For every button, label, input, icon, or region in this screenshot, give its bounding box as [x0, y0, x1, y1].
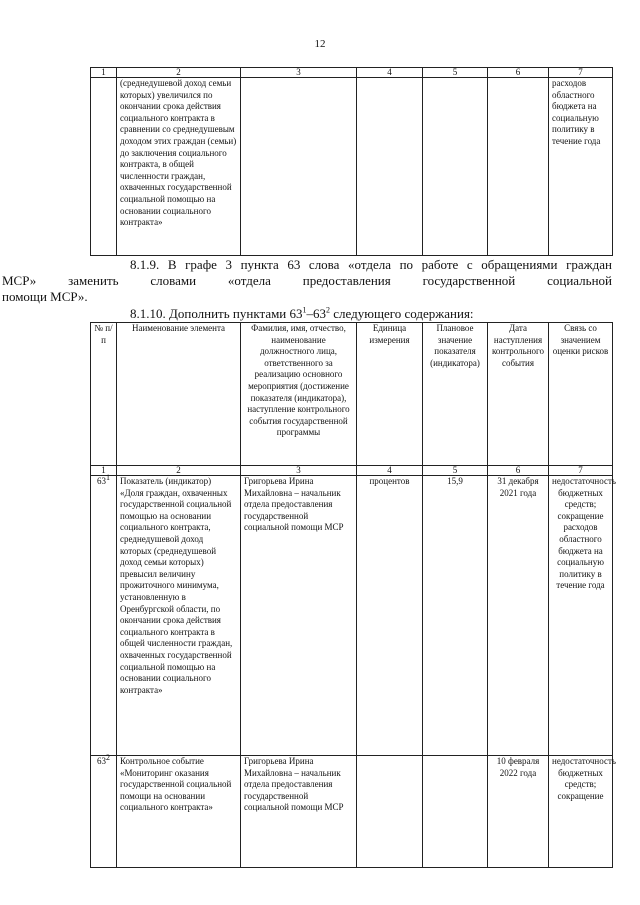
column-number-row: [91, 466, 613, 476]
header-responsible: Фамилия, имя, отчество, наименование должностного лица, ответственного за реализацию основного мероприятия (достижение показателя (индикатора), наступление контрольного события государственной программы: [241, 323, 357, 466]
paragraph-line: 8.1.9. В графе 3 пункта 63 слова «отдела по работе с обращениями граждан: [130, 257, 612, 272]
cell-planned-value: [423, 756, 488, 868]
cell-name-continuation: (среднедушевой доход семьи которых) увеличился по окончании срока действия социального контракта в сравнении со среднедушевым доходом этих граждан (семьи) до заключения социального контракта, в общей численности граждан, охваченных государственной социальной помощью на основании социального контракта»: [117, 78, 241, 256]
col-number: 3: [241, 466, 357, 476]
row-number-superscript: 1: [106, 473, 110, 482]
col-number: 1: [91, 466, 117, 476]
col-number: 3: [241, 68, 357, 78]
col-number: 2: [117, 68, 241, 78]
row-number-superscript: 2: [106, 753, 110, 762]
cell-event-date: 10 февраля 2022 года: [488, 756, 549, 868]
cell-risk: недостаточность бюджетных средств; сокращение расходов областного бюджета на социальную политику в течение года: [549, 476, 613, 756]
cell-empty: [91, 78, 117, 256]
row-number: [91, 753, 117, 868]
table-row: [91, 78, 613, 256]
col-number: 7: [549, 466, 613, 476]
col-number: 1: [91, 68, 117, 78]
header-planned-value: Плановое значение показателя (индикатора): [423, 323, 488, 466]
cell-element-name: Показатель (индикатор) «Доля граждан, охваченных государственной социальной помощью на основании социального контракта, среднедушевой доход которых (среднедушевой доход семьи которых) превысил величину прожиточного минимума, установленную в Оренбургской области, по окончании срока действия социального контракта в общей численности граждан, охваченных государственной социальной помощью на основании социального контракта»: [117, 476, 241, 756]
header-number: № п/п: [91, 323, 117, 466]
cell-unit: процентов: [357, 476, 423, 756]
header-element-name: Наименование элемента: [117, 323, 241, 466]
col-number: 6: [488, 466, 549, 476]
cell-empty: [241, 78, 357, 256]
cell-element-name: Контрольное событие «Мониторинг оказания государственной социальной помощи на основании социального контракта»: [117, 756, 241, 868]
header-event-date: Дата наступления контрольного события: [488, 323, 549, 466]
superscript: 2: [326, 305, 331, 315]
page-number: 12: [314, 38, 326, 50]
header-row: [91, 323, 613, 466]
header-unit: Единица измерения: [357, 323, 423, 466]
cell-unit: [357, 756, 423, 868]
cell-planned-value: 15,9: [423, 476, 488, 756]
col-number: 2: [117, 466, 241, 476]
cell-empty: [357, 78, 423, 256]
row-number: [91, 473, 117, 756]
col-number: 4: [357, 466, 423, 476]
cell-risk-continuation: расходов областного бюджета на социальную политику в течение года: [549, 78, 613, 256]
table-row: [91, 756, 613, 868]
row-number-text: 63: [97, 476, 106, 486]
paragraph-8-1-9: [2, 257, 612, 305]
row-number-text: 63: [97, 756, 106, 766]
col-number: 5: [423, 466, 488, 476]
dash: –63: [306, 306, 327, 321]
col-number: 6: [488, 68, 549, 78]
col-number: 7: [549, 68, 613, 78]
suffix: следующего содержания:: [330, 306, 474, 321]
paragraph-8-1-10: [90, 306, 612, 322]
col-number: 5: [423, 68, 488, 78]
cell-empty: [423, 78, 488, 256]
cell-risk: недостаточность бюджетных средств; сокращение: [549, 756, 613, 868]
column-number-row: [91, 68, 613, 78]
prefix: 8.1.10. Дополнить пунктами 63: [130, 306, 303, 321]
cell-responsible: Григорьева Ирина Михайловна – начальник отдела предоставления государственной социальной помощи МСР: [241, 756, 357, 868]
cell-empty: [488, 78, 549, 256]
header-risk-link: Связь со значением оценки рисков: [549, 323, 613, 466]
cell-responsible: Григорьева Ирина Михайловна – начальник отдела предоставления государственной социальной помощи МСР: [241, 476, 357, 756]
col-number: 4: [357, 68, 423, 78]
cell-event-date: 31 декабря 2021 года: [488, 476, 549, 756]
continuation-table: [90, 67, 613, 256]
paragraph-line: помощи МСР».: [2, 289, 88, 304]
indicators-table: [90, 322, 616, 868]
paragraph-line: МСР» заменить словами «отдела предоставления государственной социальной: [2, 273, 612, 288]
table-row: [91, 476, 613, 756]
superscript: 1: [302, 305, 307, 315]
